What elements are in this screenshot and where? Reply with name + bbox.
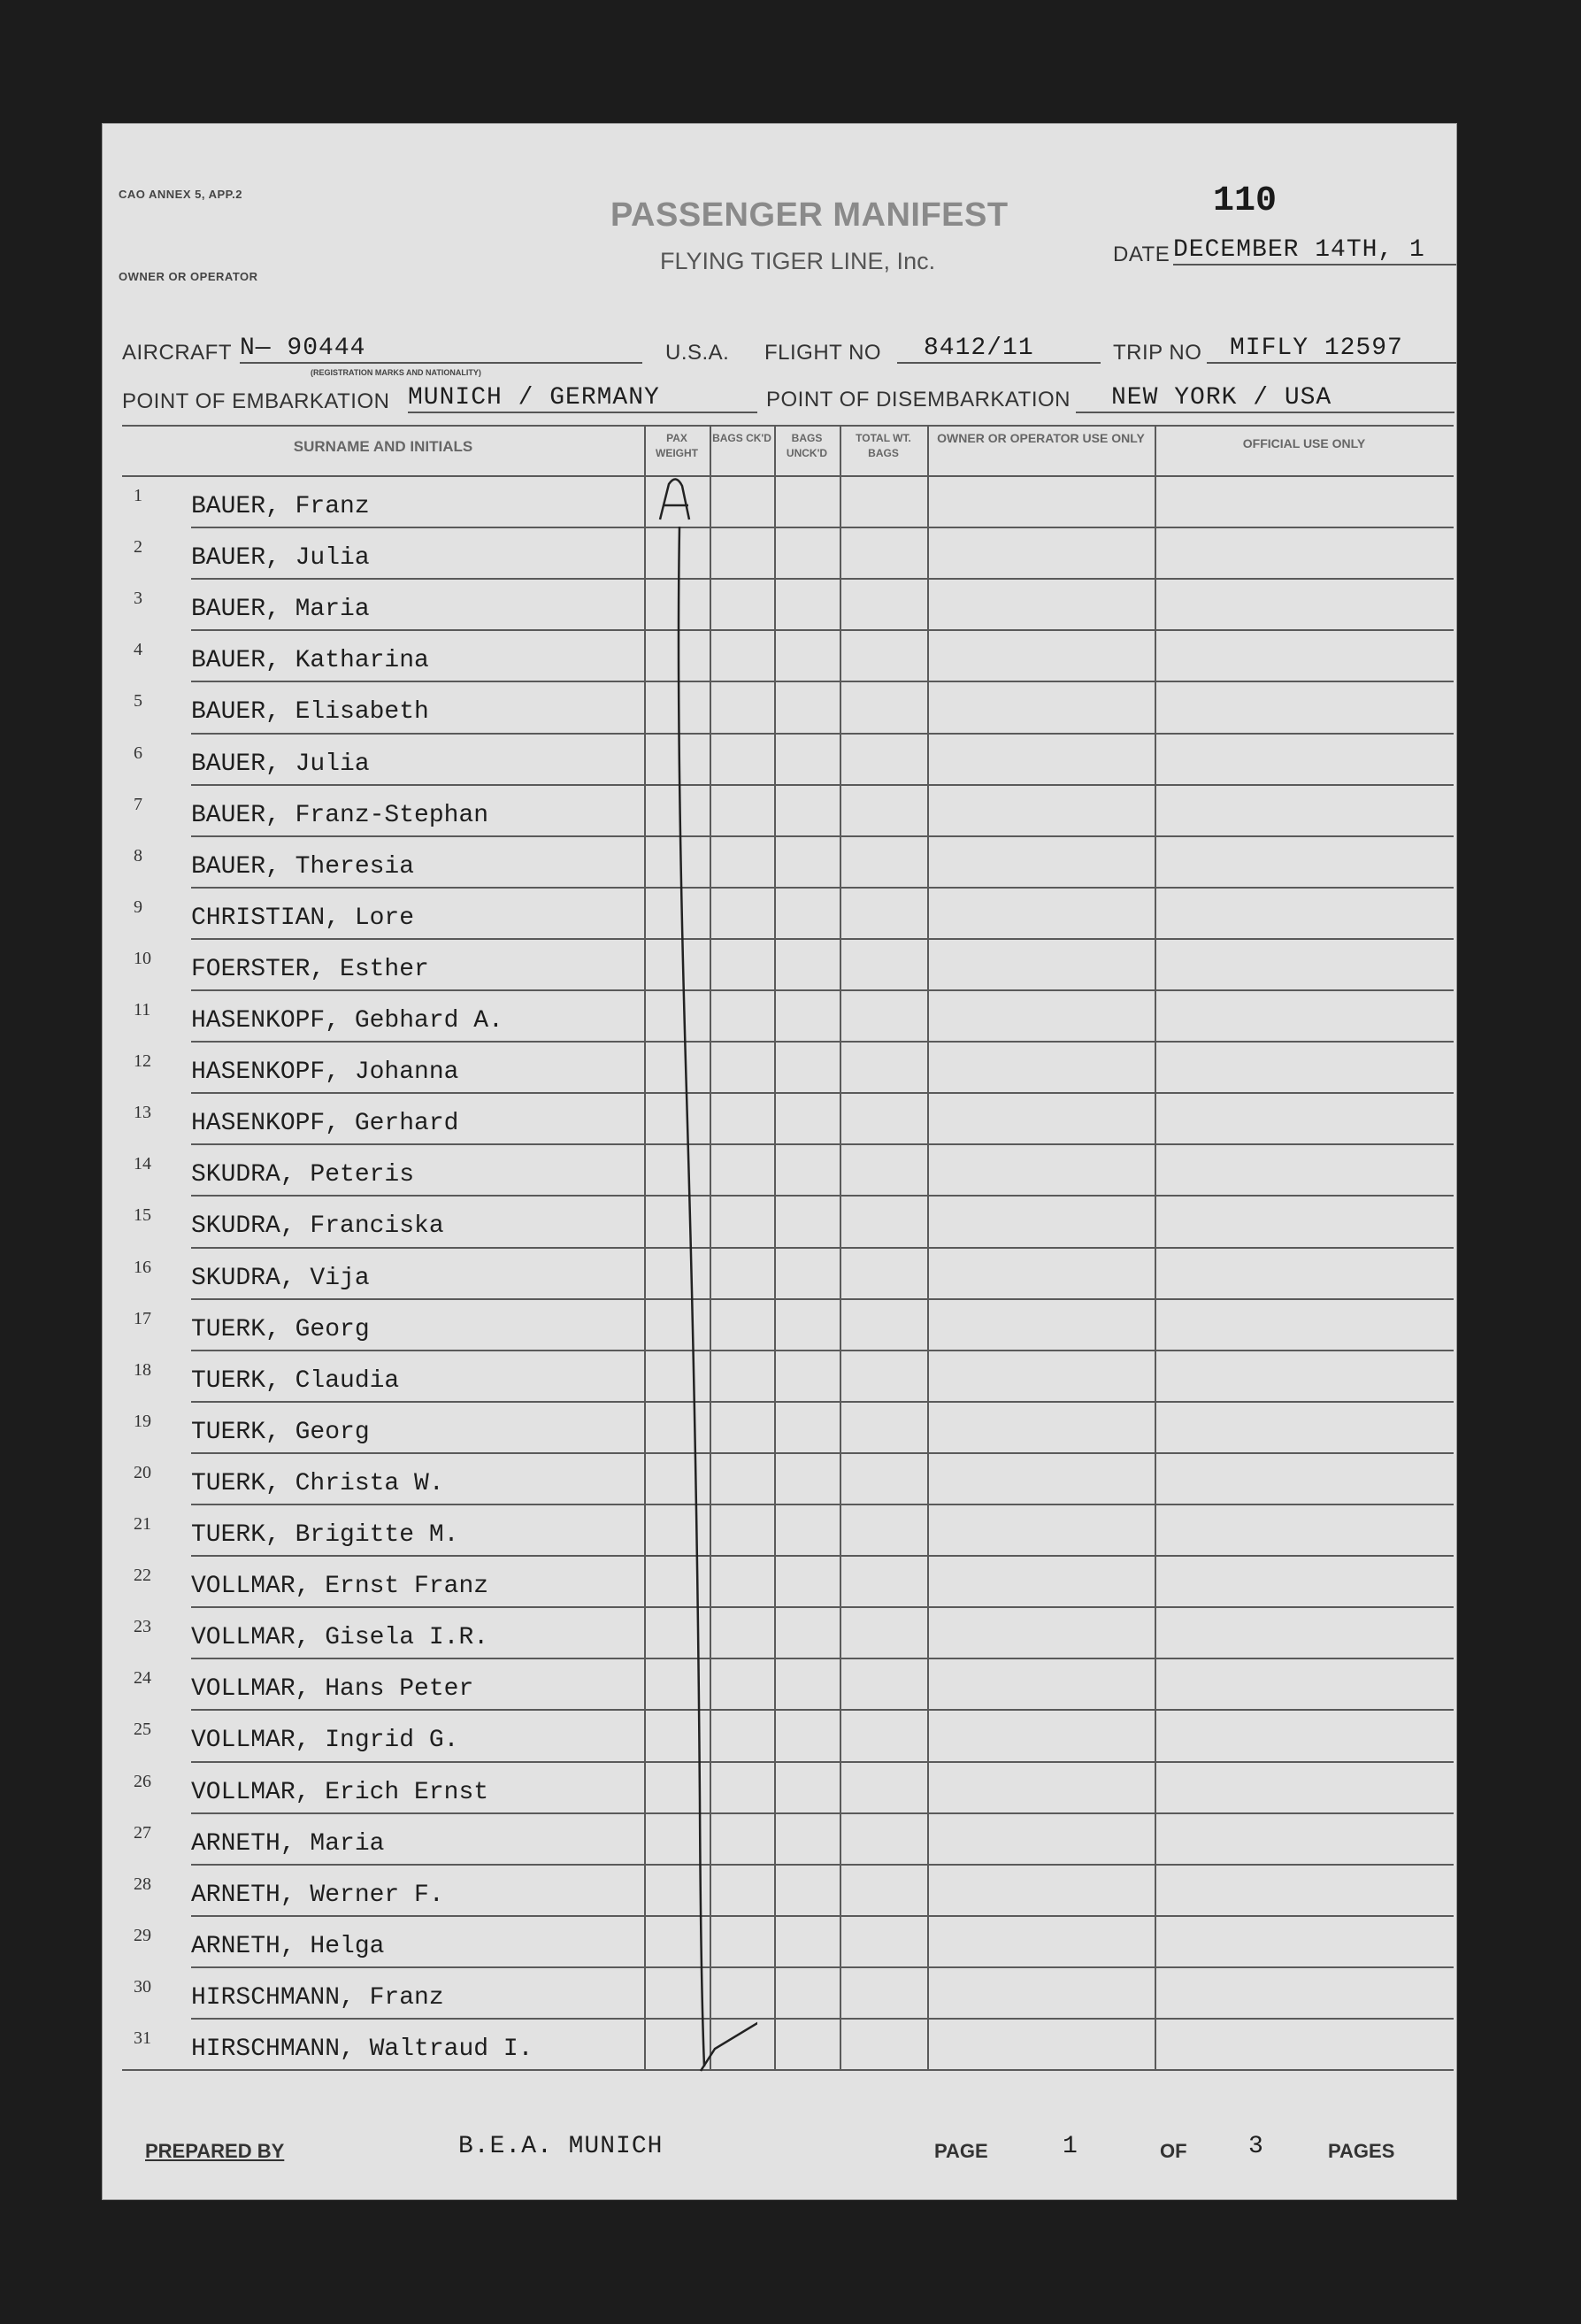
manifest-title: PASSENGER MANIFEST xyxy=(610,196,1009,234)
row-number: 18 xyxy=(134,1359,151,1380)
passenger-name: FOERSTER, Esther xyxy=(191,955,429,983)
row-divider xyxy=(191,629,1454,631)
passenger-name: SKUDRA, Vija xyxy=(191,1264,370,1292)
row-divider xyxy=(191,1143,1454,1145)
row-divider xyxy=(191,938,1454,940)
row-number: 7 xyxy=(134,794,142,814)
disembarkation-label: POINT OF DISEMBARKATION xyxy=(766,388,1071,412)
row-divider xyxy=(191,1504,1454,1505)
row-divider xyxy=(191,1606,1454,1608)
trip-value: MIFLY 12597 xyxy=(1207,335,1456,364)
row-divider xyxy=(191,1350,1454,1351)
page-number: 1 xyxy=(1063,2133,1078,2160)
row-number: 31 xyxy=(134,2028,151,2048)
row-divider xyxy=(191,1092,1454,1094)
table-header-line xyxy=(122,475,1454,477)
col-surname-header: SURNAME AND INITIALS xyxy=(293,438,473,455)
flight-value: 8412/11 xyxy=(897,335,1101,364)
row-divider xyxy=(191,1966,1454,1968)
row-number: 8 xyxy=(134,845,142,866)
of-label: OF xyxy=(1160,2140,1187,2162)
passenger-name: HASENKOPF, Gerhard xyxy=(191,1110,459,1138)
row-number: 2 xyxy=(134,537,142,558)
embarkation-value: MUNICH / GERMANY xyxy=(408,384,757,413)
row-number: 12 xyxy=(134,1051,151,1072)
col-official-use-header: OFFICIAL USE ONLY xyxy=(1242,436,1366,450)
row-divider xyxy=(191,1709,1454,1711)
row-number: 4 xyxy=(134,640,142,660)
trip-label: TRIP NO xyxy=(1113,341,1202,365)
row-number: 22 xyxy=(134,1566,151,1586)
row-number: 1 xyxy=(134,486,142,505)
row-number: 24 xyxy=(134,1668,151,1689)
nationality: U.S.A. xyxy=(665,341,730,365)
passenger-name: BAUER, Elisabeth xyxy=(191,698,429,727)
manifest-sheet xyxy=(102,123,1457,2200)
passenger-name: BAUER, Franz xyxy=(191,493,370,520)
row-number: 27 xyxy=(134,1822,151,1843)
row-divider xyxy=(191,578,1454,580)
embarkation-label: POINT OF EMBARKATION xyxy=(122,389,390,413)
row-number: 9 xyxy=(134,897,142,917)
passenger-name: SKUDRA, Peteris xyxy=(191,1161,415,1189)
row-divider xyxy=(191,1195,1454,1197)
disembarkation-value: NEW YORK / USA xyxy=(1076,384,1454,413)
row-number: 28 xyxy=(134,1874,151,1894)
company-name: FLYING TIGER LINE, Inc. xyxy=(660,248,936,274)
registration-note: (REGISTRATION MARKS AND NATIONALITY) xyxy=(311,368,481,377)
passenger-name: TUERK, Brigitte M. xyxy=(191,1521,459,1549)
passenger-name: BAUER, Franz-Stephan xyxy=(191,801,489,829)
row-divider xyxy=(191,1761,1454,1763)
handwritten-check-mark xyxy=(633,473,757,2182)
row-number: 6 xyxy=(134,743,142,763)
date-value: DECEMBER 14TH, 1 xyxy=(1173,236,1456,265)
passenger-name: HASENKOPF, Johanna xyxy=(191,1058,459,1087)
passenger-name: VOLLMAR, Ingrid G. xyxy=(191,1727,459,1755)
row-divider xyxy=(191,835,1454,837)
row-number: 29 xyxy=(134,1925,151,1945)
row-divider xyxy=(191,733,1454,735)
page-label: PAGE xyxy=(934,2140,988,2162)
passenger-name: TUERK, Christa W. xyxy=(191,1469,444,1497)
passenger-name: SKUDRA, Franciska xyxy=(191,1212,444,1241)
row-divider xyxy=(191,1658,1454,1659)
row-divider xyxy=(191,1915,1454,1917)
col-owner-use-header: OWNER OR OPERATOR USE ONLY xyxy=(937,431,1145,445)
row-divider xyxy=(191,1298,1454,1300)
row-number: 26 xyxy=(134,1771,151,1791)
passenger-name: BAUER, Katharina xyxy=(191,647,429,675)
row-number: 3 xyxy=(134,589,142,609)
row-number: 20 xyxy=(134,1462,151,1482)
row-number: 10 xyxy=(134,948,151,968)
passenger-name: HIRSCHMANN, Franz xyxy=(191,1983,444,2012)
passenger-name: VOLLMAR, Gisela I.R. xyxy=(191,1624,489,1652)
passenger-name: HIRSCHMANN, Waltraud I. xyxy=(191,2035,533,2063)
passenger-name: VOLLMAR, Ernst Franz xyxy=(191,1573,489,1601)
row-number: 17 xyxy=(134,1308,151,1328)
total-pages: 3 xyxy=(1248,2133,1264,2160)
row-divider xyxy=(191,1041,1454,1043)
col-total-wt-header: TOTAL WT. BAGS xyxy=(856,432,911,459)
passenger-name: VOLLMAR, Hans Peter xyxy=(191,1675,474,1704)
col-bags-unckd-header: BAGS UNCK'D xyxy=(786,432,828,459)
row-divider xyxy=(191,1864,1454,1866)
row-number: 16 xyxy=(134,1257,151,1277)
date-label: DATE xyxy=(1113,242,1170,266)
row-number: 13 xyxy=(134,1103,151,1123)
row-divider xyxy=(191,1452,1454,1454)
passenger-name: TUERK, Georg xyxy=(191,1418,370,1446)
passenger-name: BAUER, Julia xyxy=(191,544,370,573)
row-divider xyxy=(191,1812,1454,1814)
table-top-line xyxy=(122,425,1454,427)
flight-label: FLIGHT NO xyxy=(764,341,882,365)
col-pax-weight-header: PAX WEIGHT xyxy=(656,432,698,459)
row-number: 21 xyxy=(134,1514,151,1534)
passenger-name: TUERK, Claudia xyxy=(191,1366,400,1395)
passenger-name: BAUER, Theresia xyxy=(191,852,415,881)
row-number: 30 xyxy=(134,1976,151,1997)
passenger-name: HASENKOPF, Gebhard A. xyxy=(191,1007,503,1035)
passenger-name: BAUER, Julia xyxy=(191,750,370,778)
row-number: 14 xyxy=(134,1154,151,1174)
aircraft-label: AIRCRAFT xyxy=(122,341,232,365)
row-divider xyxy=(191,784,1454,786)
prepared-by-label: PREPARED BY xyxy=(145,2140,285,2162)
table-bottom-line xyxy=(122,2069,1454,2071)
row-number: 5 xyxy=(134,691,142,712)
row-number: 19 xyxy=(134,1411,151,1431)
passenger-name: ARNETH, Maria xyxy=(191,1829,385,1858)
owner-operator-label: OWNER OR OPERATOR xyxy=(119,270,258,283)
aircraft-value: N— 90444 xyxy=(240,335,642,364)
row-divider xyxy=(191,527,1454,528)
row-number: 15 xyxy=(134,1205,151,1226)
row-number: 23 xyxy=(134,1617,151,1637)
row-divider xyxy=(191,887,1454,889)
row-divider xyxy=(191,1247,1454,1249)
passenger-name: ARNETH, Helga xyxy=(191,1932,385,1960)
row-number: 25 xyxy=(134,1720,151,1740)
row-divider xyxy=(191,1555,1454,1557)
prepared-by-value: B.E.A. MUNICH xyxy=(458,2133,664,2160)
passenger-name: ARNETH, Werner F. xyxy=(191,1881,444,1909)
passenger-name: CHRISTIAN, Lore xyxy=(191,904,415,932)
row-divider xyxy=(191,989,1454,991)
manifest-number: 110 xyxy=(1213,181,1278,221)
row-number: 11 xyxy=(134,1000,151,1020)
col-bags-ckd-header: BAGS CK'D xyxy=(712,432,771,444)
passenger-name: TUERK, Georg xyxy=(191,1315,370,1343)
row-divider xyxy=(191,1401,1454,1403)
row-divider xyxy=(191,681,1454,682)
row-divider xyxy=(191,2018,1454,2020)
annex-reference: CAO ANNEX 5, APP.2 xyxy=(119,188,243,201)
pages-label: PAGES xyxy=(1328,2140,1395,2162)
passenger-name: VOLLMAR, Erich Ernst xyxy=(191,1778,489,1806)
passenger-name: BAUER, Maria xyxy=(191,596,370,624)
